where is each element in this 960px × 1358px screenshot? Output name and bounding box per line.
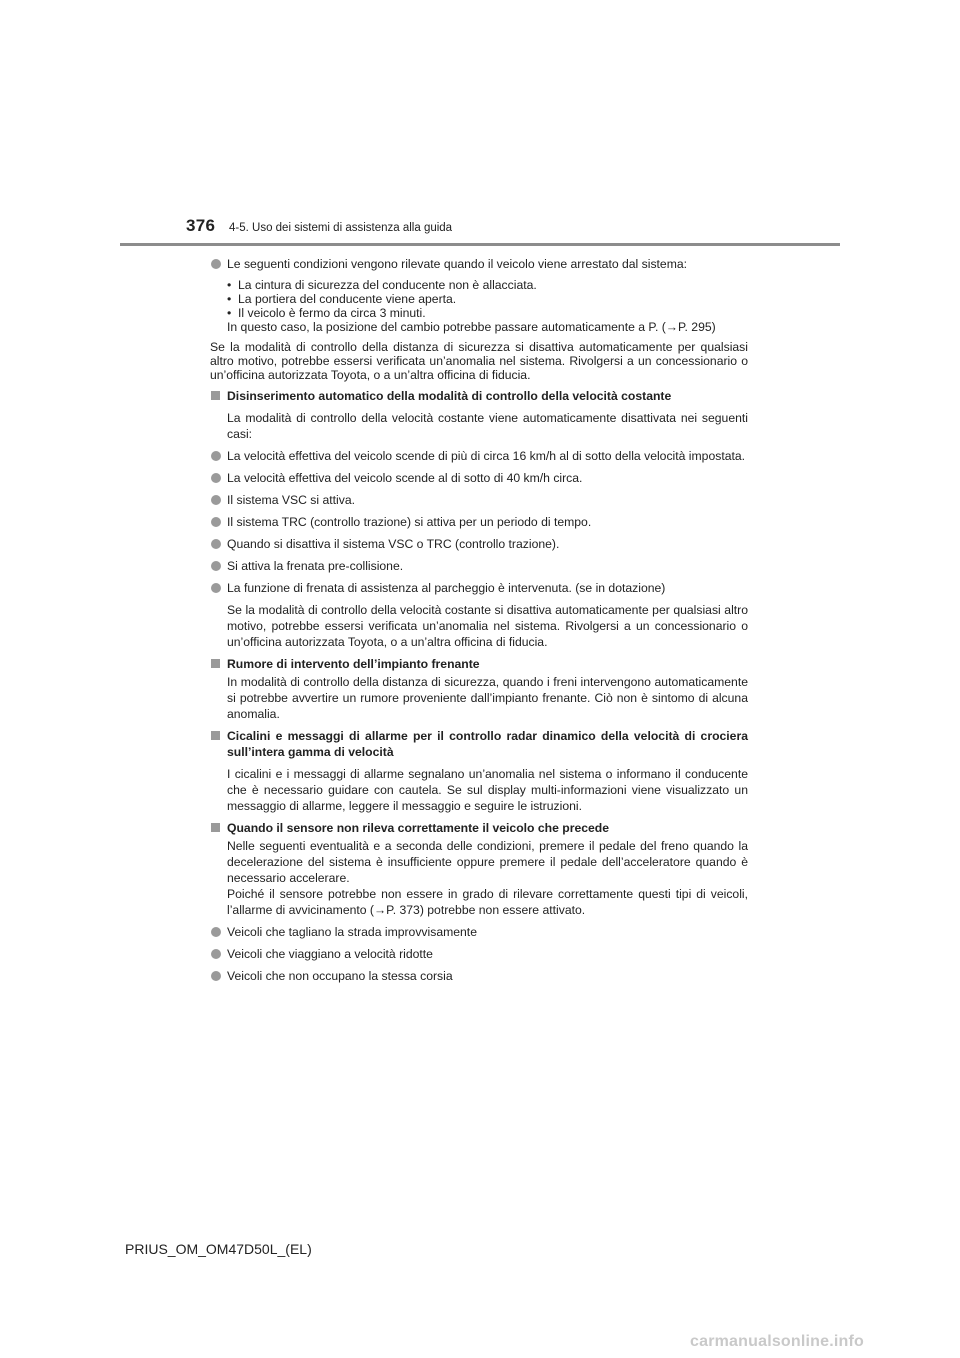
page-content [210, 256, 748, 984]
bullet-circle-icon [211, 517, 221, 527]
section-heading: Quando il sensore non rileva correttamente il veicolo che precede [210, 820, 748, 836]
page-number: 376 [186, 216, 216, 235]
bullet-circle-icon [211, 927, 221, 937]
bullet-item: Veicoli che viaggiano a velocità ridotte [210, 946, 748, 962]
bullet-circle-icon [211, 583, 221, 593]
bullet-circle-icon [211, 561, 221, 571]
sub-list-note: In questo caso, la posizione del cambio potrebbe passare automaticamente a P. (→P. 295) [227, 320, 716, 334]
heading-square-icon [211, 731, 220, 740]
paragraph: I cicalini e i messaggi di allarme segnalano un’anomalia nel sistema o informano il conducente che è necessario guidare con cautela. Se sul display multi-informazioni viene visualizzato un messaggio di allarme, leggere il messaggio e seguire le istruzioni. [227, 767, 748, 813]
heading-square-icon [211, 823, 220, 832]
bullet-text: Le seguenti condizioni vengono rilevate quando il veicolo viene arrestato dal sistema: [227, 257, 688, 271]
bullet-item: La funzione di frenata di assistenza al parcheggio è intervenuta. (se in dotazione) [210, 580, 748, 596]
paragraph: In modalità di controllo della distanza di sicurezza, quando i freni intervengono automaticamente si potrebbe avvertire un rumore proveniente dall’impianto frenante. Ciò non è sintomo di alcuna anomalia. [227, 675, 748, 721]
bullet-item: La velocità effettiva del veicolo scende al di sotto di 40 km/h circa. [210, 470, 748, 486]
bullet-item: Veicoli che tagliano la strada improvvisamente [210, 924, 748, 940]
bullet-circle-icon [211, 949, 221, 959]
section-heading: Rumore di intervento dell’impianto frenante [210, 656, 748, 672]
bullet-circle-icon [211, 971, 221, 981]
bullet-item: Il sistema VSC si attiva. [210, 492, 748, 508]
bullet-item: Quando si disattiva il sistema VSC o TRC (controllo trazione). [210, 536, 748, 552]
bullet-item: Si attiva la frenata pre-collisione. [210, 558, 748, 574]
section-heading: Disinserimento automatico della modalità di controllo della velocità costante [210, 388, 748, 404]
sub-list-item: • La portiera del conducente viene aperta. [227, 292, 457, 306]
sub-list-item: • Il veicolo è fermo da circa 3 minuti. [227, 306, 426, 320]
bullet-circle-icon [211, 259, 221, 269]
bullet-item: Il sistema TRC (controllo trazione) si attiva per un periodo di tempo. [210, 514, 748, 530]
bullet-item [210, 256, 748, 272]
paragraph: Nelle seguenti eventualità e a seconda delle condizioni, premere il pedale del freno quando la decelerazione del sistema è insufficiente oppure premere il pedale dell’acceleratore quando è necessario accelerare. [227, 839, 748, 885]
bullet-circle-icon [211, 451, 221, 461]
bullet-item: La velocità effettiva del veicolo scende di più di circa 16 km/h al di sotto della velocità impostata. [210, 448, 748, 464]
heading-square-icon [211, 391, 220, 400]
bullet-item: Veicoli che non occupano la stessa corsia [210, 968, 748, 984]
paragraph: Poiché il sensore potrebbe non essere in grado di rilevare correttamente questi tipi di veicoli, l’allarme di avvicinamento (→P. 373) potrebbe non essere attivato. [227, 887, 748, 917]
sub-list-item: • La cintura di sicurezza del conducente non è allacciata. [227, 278, 537, 292]
paragraph: Se la modalità di controllo della distanza di sicurezza si disattiva automaticamente per qualsiasi altro motivo, potrebbe essersi verificata un’anomalia nel sistema. Rivolgersi a un concessionario o un’officina autorizzata Toyota, o a un’altra officina di fiducia. [210, 340, 748, 382]
section-title: 4-5. Uso dei sistemi di assistenza alla guida [229, 222, 453, 234]
section-heading: Cicalini e messaggi di allarme per il controllo radar dinamico della velocità di crociera sull’intera gamma di velocità [210, 728, 748, 760]
heading-square-icon [211, 659, 220, 668]
watermark: carmanualsonline.info [690, 1333, 865, 1350]
sub-list [210, 278, 748, 334]
header-rule [120, 243, 840, 246]
paragraph: Se la modalità di controllo della velocità costante si disattiva automaticamente per qualsiasi altro motivo, potrebbe essersi verificata un’anomalia nel sistema. Rivolgersi a un concessionario o un’officina autorizzata Toyota, o a un’altra officina di fiducia. [227, 603, 748, 649]
footer-doc-code: PRIUS_OM_OM47D50L_(EL) [125, 1241, 312, 1257]
bullet-circle-icon [211, 473, 221, 483]
bullet-circle-icon [211, 539, 221, 549]
bullet-circle-icon [211, 495, 221, 505]
paragraph: La modalità di controllo della velocità costante viene automaticamente disattivata nei seguenti casi: [227, 411, 748, 441]
